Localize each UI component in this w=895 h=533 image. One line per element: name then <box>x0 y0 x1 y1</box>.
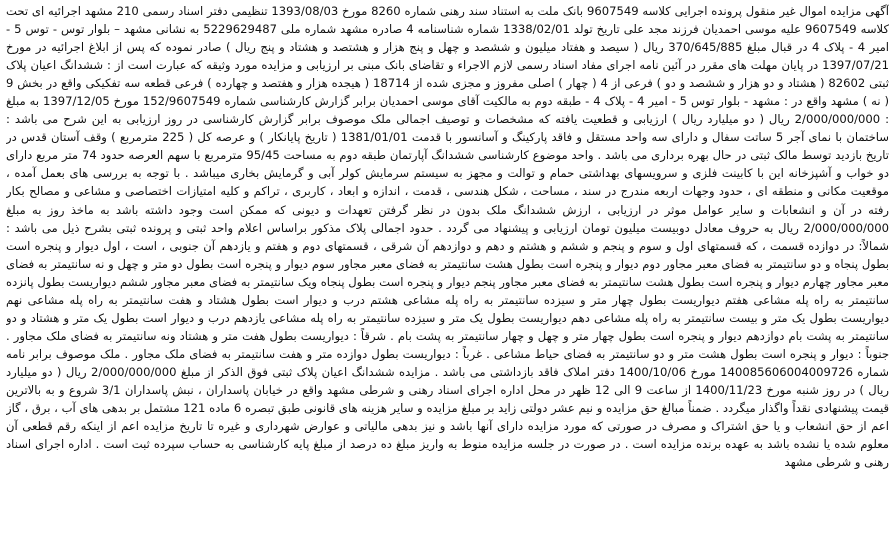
auction-notice <box>6 2 889 525</box>
notice-text: آگهی مزایده اموال غیر منقول پرونده اجرایی کلاسه 9607549 بانک ملت به استناد سند رهنی شماره 8260 مورخ 1393/08/03 تنظیمی دفتر اسناد رسمی 210 مشهد اجرائیه ای تحت کلاسه 9607549 علیه موسی احمدیان فرزند مجد علی تاریخ تولد 1338/02/01 شماره شناسنامه 4 صادره مشهد شماره ملی 5229629487 به نشانی مشهد – بلوار توس - توس 5 - امیر 4 - پلاک 4 در قبال مبلغ 370/645/885 ریال ( سیصد و هفتاد میلیون و ششصد و چهل و پنج هزار و هشتصد و هشتاد و پنج ریال ) صادر نموده که پس از ابلاغ اجرائیه در مورخ 1397/07/21 در پایان مهلت های مقرر در آئین نامه اجرای مفاد اسناد رسمی لازم الاجراء و تقاضای بانک مبنی بر ارزیابی و مزایده مورد وثیقه که عبارت است از : ششدانگ اعیان پلاک ثبتی 82602 ( هشتاد و دو هزار و ششصد و دو ) فرعی از 4 ( چهار ) اصلی مفروز و مجزی شده از 18714 ( هیجده هزار و هفتصد و چهارده ) فرعی قطعه سه تفکیکی واقع در بخش 9 ( نه ) مشهد واقع در : مشهد - بلوار توس 5 - امیر 4 - پلاک 4 - طبقه دوم به مالکیت آقای موسی احمدیان برابر گزارش کارشناسی شماره 152/9607549 مورخ 1397/12/05 به مبلغ : 2/000/000/000 ریال ( دو میلیارد ریال ) ارزیابی و قطعیت یافته که مشخصات و توصیف اجمالی ملک موصوف برابر گزارش کارشناسی در روز ارزیابی به این شرح می باشد : ساختمان با نمای آجر 5 ساتت سفال و دارای سه واحد مستقل و فاقد پارکینگ و آسانسور با قدمت 1381/01/01 ( تاریخ پایانکار ) و عرصه کل ( 225 مترمربع ) وقف آستان قدس در تاریخ بازدید توسط مالک ثبتی در حال بهره برداری می باشد . واحد موضوع کارشناسی ششدانگ آپارتمان طبقه دوم به مساحت 95/45 مترمربع با سهم العرصه حدود 74 متر مربع دارای دو خواب و آشپزخانه این با کابینت فلزی و سرویسهای بهداشتی حمام و توالت و مجهز به سیستم سرمایش کولر آبی و گرمایش بخاری میباشد . با توجه به بررسی های بعمل آمده ، موقعیت مکانی و منطقه ای ، حدود وجهات اربعه مندرج در سند ، مساحت ، شکل هندسی ، قدمت ، اندازه و ابعاد ، کاربری ، تراکم و کلیه امتیازات اختصاصی و مشاعی و مصالح بکار رفته در آن و انشعابات و سایر عوامل موثر در ارزیابی ، ارزش ششدانگ ملک بدون در نظر گرفتن تعهدات و دیونی که ممکن است وجود داشته باشد به ماخذ روز به مبلغ 2/000/000/000 ریال به حروف معادل دوبیست میلیون تومان ارزیابی و پیشنهاد می گردد . حدود اجمالی پلاک مذکور براساس اعلام واحد ثبتی و پرونده ثبتی بشرح ذیل می باشد : شمالاً: در دوازده قسمت ، که قسمتهای اول و سوم و پنجم و ششم و هشتم و دهم و دوازدهم آن شرقی ، قسمتهای دوم و هفتم و یازدهم آن جنوبی ، است ، اول دیوار و پنجره است بطول پنجاه و دو سانتیمتر به فضای معبر مجاور دوم دیوار و پنجره است بطول هشت سانتیمتر به فضای معبر مجاور سوم دیوار و پنجره است بطول دو متر و چهل و نه سانتیمتر به فضای معبر مجاور چهارم دیوار و پنجره است بطول هشت سانتیمتر به فضای معبر مجاور پنجم دیوار و پنجره است بطول پنجاه ویک سانتیمتر به فضای معبر مجاور ششم دیواریست بطول پانزده سانتیمتر به راه پله مشاعی هفتم دیواریست بطول چهار متر و سیزده سانتیمتر به راه پله مشاعی هشتم درب و دیوار است بطول هشتاد و هفت سانتیمتر به راه پله مشاعی نهم دیواریست بطول یک متر و بیست سانتیمتر به راه پله مشاعی دهم دیواریست بطول یک متر و سیزده سانتیمتر به راه پله مشاعی یازدهم درب و دیوار است بطول یک متر و هشتاد و دو سانتیمتر به پشت بام دوازدهم دیوار و پنجره است بطول چهار متر و چهل و چهار سانتیمتر به پشت بام . شرقاً : دیواریست بطول هفت متر و هشتاد ونه سانتیمتر به فضای ملک مجاور . جنوباً : دیوار و پنجره است بطول هشت متر و دو سانتیمتر به فضای حیاط مشاعی . غرباً : دیواریست بطول دوازده متر و هفت سانتیمتر به فضای ملک مجاور . ملک موصوف برابر نامه شماره 140085606004009726 مورخ 1400/10/06 دفتر املاک فاقد بازداشتی می باشد . مزایده ششدانگ اعیان پلاک ثبتی فوق الذکر از مبلغ 2/000/000/000 ریال ( دو میلیارد ریال ) در روز شنبه مورخ 1400/11/23 از ساعت 9 الی 12 ظهر در محل اداره اجرای اسناد رهنی و شرطی مشهد واقع در خیابان پاسداران ، نبش پاسداران 3/1 شروع و به بالاترین قیمت پیشنهادی نقداً واگذار میگردد . ضمناً مبالغ حق مزایده و نیم عشر دولتی زاید بر مبلغ مزایده و سایر هزینه های قانونی طبق تبصره 6 ماده 121 مشتمل بر بدهی های آب ، برق ، گاز اعم از حق انشعاب و یا حق اشتراک و مصرف در صورتی که مورد مزایده دارای آنها باشد و نیز بدهی مالیاتی و عوارض شهرداری و غیره تا تاریخ مزایده اعم از اینکه رقم قطعی آن معلوم شده یا نشده باشد به عهده برنده مزایده است . در صورت در جلسه مزایده منوط به واریز مبلغ ده درصد از مبلغ پایه کارشناسی به حساب سپرده ثبت است . اداره اجرای اسناد رهنی و شرطی مشهد <box>6 4 889 470</box>
